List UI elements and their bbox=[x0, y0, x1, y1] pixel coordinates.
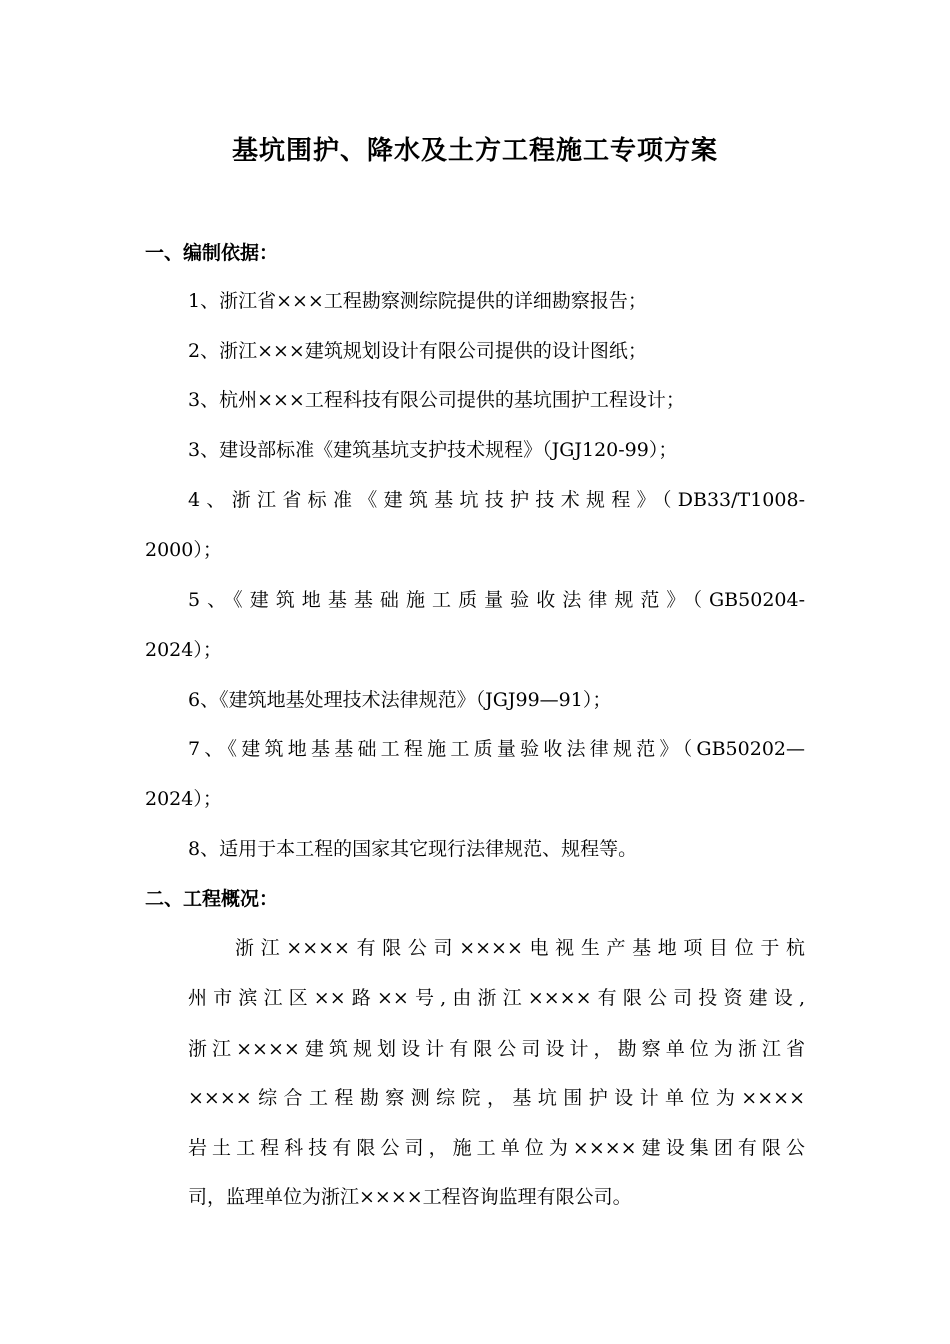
basis-item-continuation: 2024）； bbox=[145, 788, 222, 810]
basis-item: 3、杭州×××工程科技有限公司提供的基坑围护工程设计； bbox=[188, 389, 685, 411]
overview-paragraph-line: 司，监理单位为浙江××××工程咨询监理有限公司。 bbox=[188, 1186, 632, 1208]
overview-paragraph-line: 岩土工程科技有限公司，施工单位为××××建设集团有限公 bbox=[188, 1137, 805, 1159]
basis-item-continuation: 2024）； bbox=[145, 639, 222, 661]
section-heading-overview: 二、工程概况： bbox=[145, 888, 279, 910]
basis-item: 2、浙江×××建筑规划设计有限公司提供的设计图纸； bbox=[188, 340, 647, 362]
section-heading-basis: 一、编制依据： bbox=[145, 242, 279, 264]
overview-paragraph-line: 浙江××××有限公司××××电视生产基地项目位于杭 bbox=[235, 937, 805, 959]
basis-item: 4、浙江省标准《建筑基坑技护技术规程》（DB33/T1008- bbox=[188, 489, 805, 511]
basis-item: 7、《建筑地基基础工程施工质量验收法律规范》（GB50202— bbox=[188, 738, 805, 760]
basis-item: 5、《建筑地基基础施工质量验收法律规范》（GB50204- bbox=[188, 589, 805, 611]
basis-item: 8、适用于本工程的国家其它现行法律规范、规程等。 bbox=[188, 838, 638, 860]
overview-paragraph-line: ××××综合工程勘察测综院，基坑围护设计单位为×××× bbox=[188, 1087, 805, 1109]
overview-paragraph-line: 州市滨江区××路××号,由浙江××××有限公司投资建设, bbox=[188, 987, 805, 1009]
overview-paragraph-line: 浙江××××建筑规划设计有限公司设计，勘察单位为浙江省 bbox=[188, 1038, 805, 1060]
basis-item: 1、浙江省×××工程勘察测综院提供的详细勘察报告； bbox=[188, 290, 647, 312]
document-title: 基坑围护、降水及土方工程施工专项方案 bbox=[231, 136, 718, 166]
basis-item: 6、《建筑地基处理技术法律规范》（JGJ99—91）； bbox=[188, 689, 612, 711]
basis-item: 3、建设部标准《建筑基坑支护技术规程》（JGJ120-99）； bbox=[188, 439, 678, 461]
basis-item-continuation: 2000）； bbox=[145, 539, 222, 561]
